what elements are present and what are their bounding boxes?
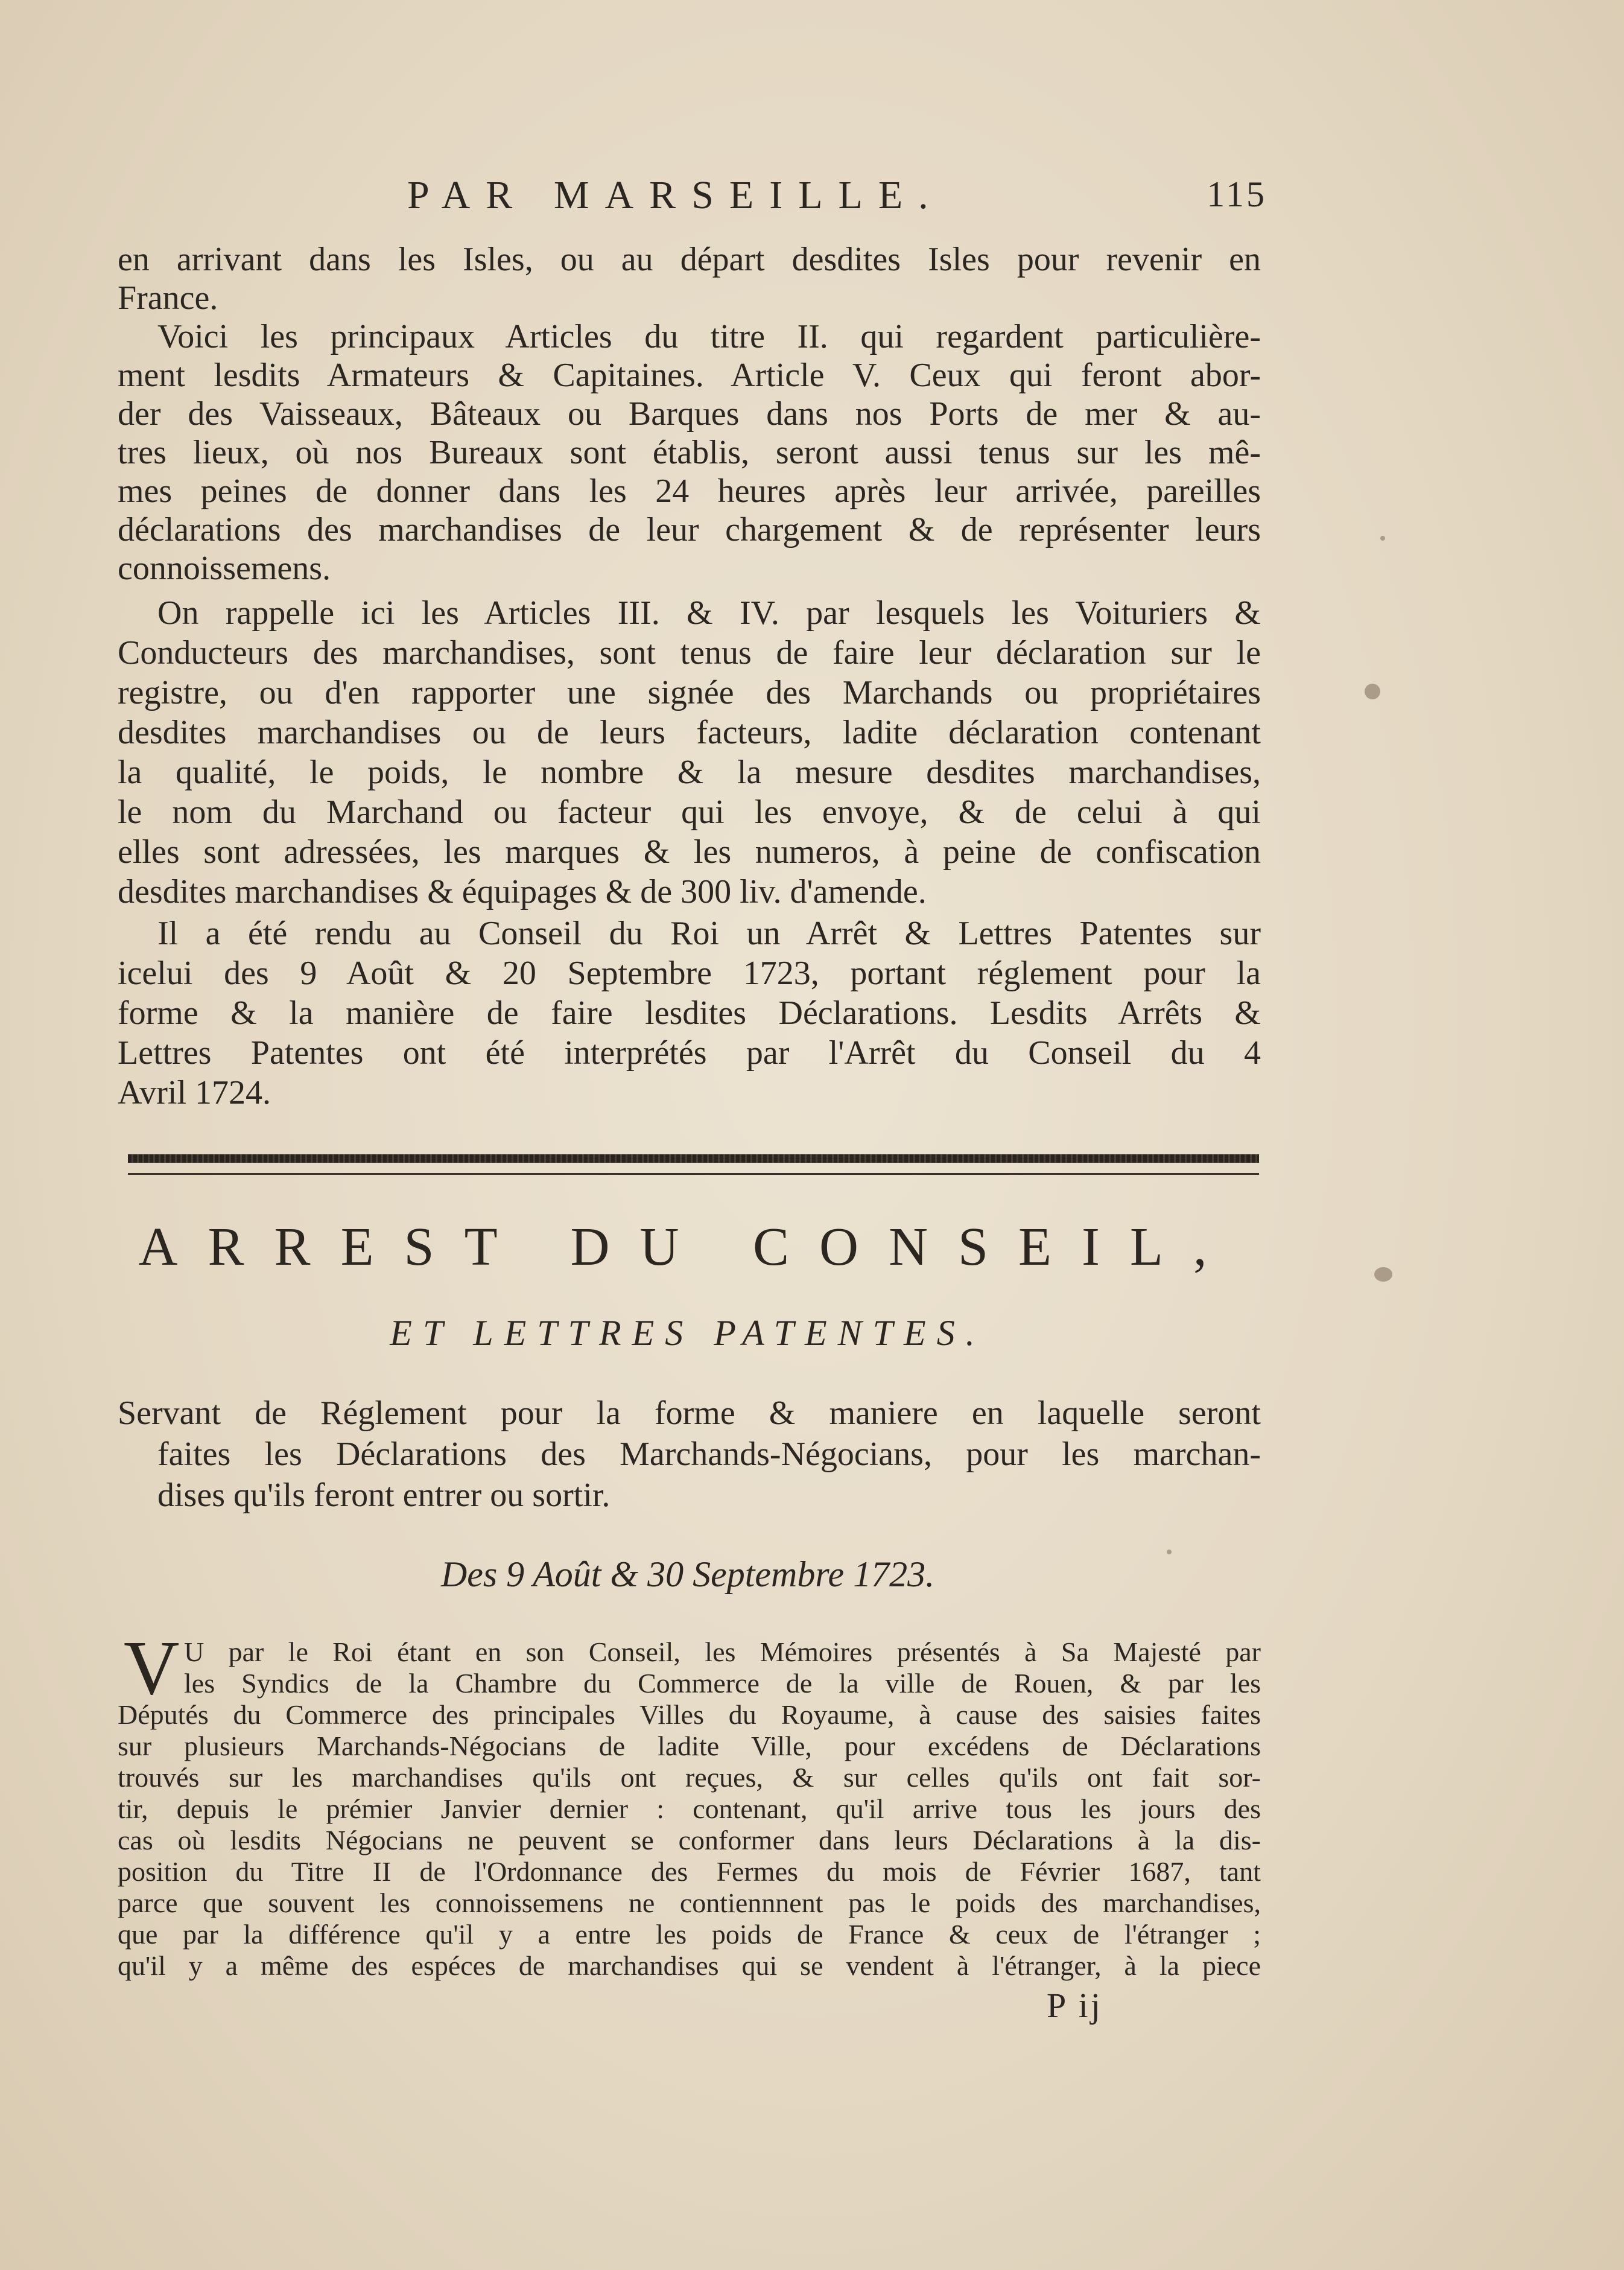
arrest-title: ARREST DU CONSEIL, xyxy=(138,1217,1237,1277)
body-line: U par le Roi étant en son Conseil, les Mémoires présentés à Sa Majesté par xyxy=(184,1636,1261,1667)
body-line: Députés du Commerce des principales Villes du Royaume, à cause des saisies faites xyxy=(118,1699,1261,1730)
text-line: ment lesdits Armateurs & Capitaines. Article V. Ceux qui feront abor- xyxy=(118,357,1261,394)
text-line: la qualité, le poids, le nombre & la mesure desdites marchandises, xyxy=(118,754,1261,791)
text-line: forme & la manière de faire lesdites Déclarations. Lesdits Arrêts & xyxy=(118,994,1261,1032)
text-line: desdites marchandises ou de leurs facteurs, ladite déclaration contenant xyxy=(118,714,1261,751)
text-line: icelui des 9 Août & 20 Septembre 1723, portant réglement pour la xyxy=(118,955,1261,992)
section-rule-thin xyxy=(128,1173,1259,1175)
text-line: Conducteurs des marchandises, sont tenus de faire leur déclaration sur le xyxy=(118,634,1261,672)
body-line: qu'il y a même des espéces de marchandises qui se vendent à l'étranger, à la piece xyxy=(118,1950,1261,1981)
text-line: déclarations des marchandises de leur chargement & de représenter leurs xyxy=(118,511,1261,548)
text-line: France. xyxy=(118,279,218,317)
paper-stain xyxy=(1380,536,1385,541)
text-line: Voici les principaux Articles du titre II. qui regardent particulière- xyxy=(157,318,1261,355)
body-line: les Syndics de la Chambre du Commerce de la ville de Rouen, & par les xyxy=(184,1668,1261,1699)
body-line: sur plusieurs Marchands-Négocians de ladite Ville, pour excédens de Déclarations xyxy=(118,1731,1261,1761)
section-rule-thick xyxy=(128,1154,1259,1163)
paper-stain xyxy=(1374,1267,1392,1282)
text-line: elles sont adressées, les marques & les numeros, à peine de confiscation xyxy=(118,833,1261,871)
text-line: der des Vaisseaux, Bâteaux ou Barques dans nos Ports de mer & au- xyxy=(118,395,1261,433)
description-line: faites les Déclarations des Marchands-Négocians, pour les marchan- xyxy=(157,1435,1261,1473)
body-line: parce que souvent les connoissemens ne contiennnent pas le poids des marchandises, xyxy=(118,1887,1261,1918)
text-line: Lettres Patentes ont été interprétés par l'Arrêt du Conseil du 4 xyxy=(118,1034,1261,1072)
description-line: Servant de Réglement pour la forme & maniere en laquelle seront xyxy=(118,1394,1261,1432)
description-line: dises qu'ils feront entrer ou sortir. xyxy=(157,1477,611,1514)
text-line: registre, ou d'en rapporter une signée des Marchands ou propriétaires xyxy=(118,674,1261,711)
body-line: position du Titre II de l'Ordonnance des Fermes du mois de Février 1687, tant xyxy=(118,1856,1261,1887)
text-line: en arrivant dans les Isles, ou au départ desdites Isles pour revenir en xyxy=(118,241,1261,278)
text-line: mes peines de donner dans les 24 heures après leur arrivée, pareilles xyxy=(118,472,1261,510)
text-line: le nom du Marchand ou facteur qui les envoye, & de celui à qui xyxy=(118,793,1261,831)
paper-stain xyxy=(1167,1550,1172,1554)
signature-mark: P ij xyxy=(1047,1986,1103,2025)
body-line: cas où lesdits Négocians ne peuvent se conformer dans leurs Déclarations à la dis- xyxy=(118,1825,1261,1855)
decree-date: Des 9 Août & 30 Septembre 1723. xyxy=(440,1554,935,1594)
running-head xyxy=(118,173,1267,221)
body-line: tir, depuis le prémier Janvier dernier : contenant, qu'il arrive tous les jours des xyxy=(118,1793,1261,1824)
page-number: 115 xyxy=(1207,174,1267,214)
drop-capital: V xyxy=(124,1625,180,1711)
text-line: On rappelle ici les Articles III. & IV. par lesquels les Voituriers & xyxy=(157,594,1261,632)
arrest-subtitle: ET LETTRES PATENTES. xyxy=(390,1313,986,1353)
running-title: PAR MARSEILLE. xyxy=(407,173,944,217)
body-line: trouvés sur les marchandises qu'ils ont reçues, & sur celles qu'ils ont fait sor- xyxy=(118,1762,1261,1793)
text-line: Avril 1724. xyxy=(118,1074,271,1111)
text-line: tres lieux, où nos Bureaux sont établis, seront aussi tenus sur les mê- xyxy=(118,434,1261,471)
text-line: desdites marchandises & équipages & de 300 liv. d'amende. xyxy=(118,873,927,911)
paper-stain xyxy=(1365,684,1380,699)
text-line: connoissemens. xyxy=(118,550,331,587)
body-line: que par la différence qu'il y a entre les poids de France & ceux de l'étranger ; xyxy=(118,1919,1261,1950)
text-line: Il a été rendu au Conseil du Roi un Arrêt & Lettres Patentes sur xyxy=(157,915,1261,952)
